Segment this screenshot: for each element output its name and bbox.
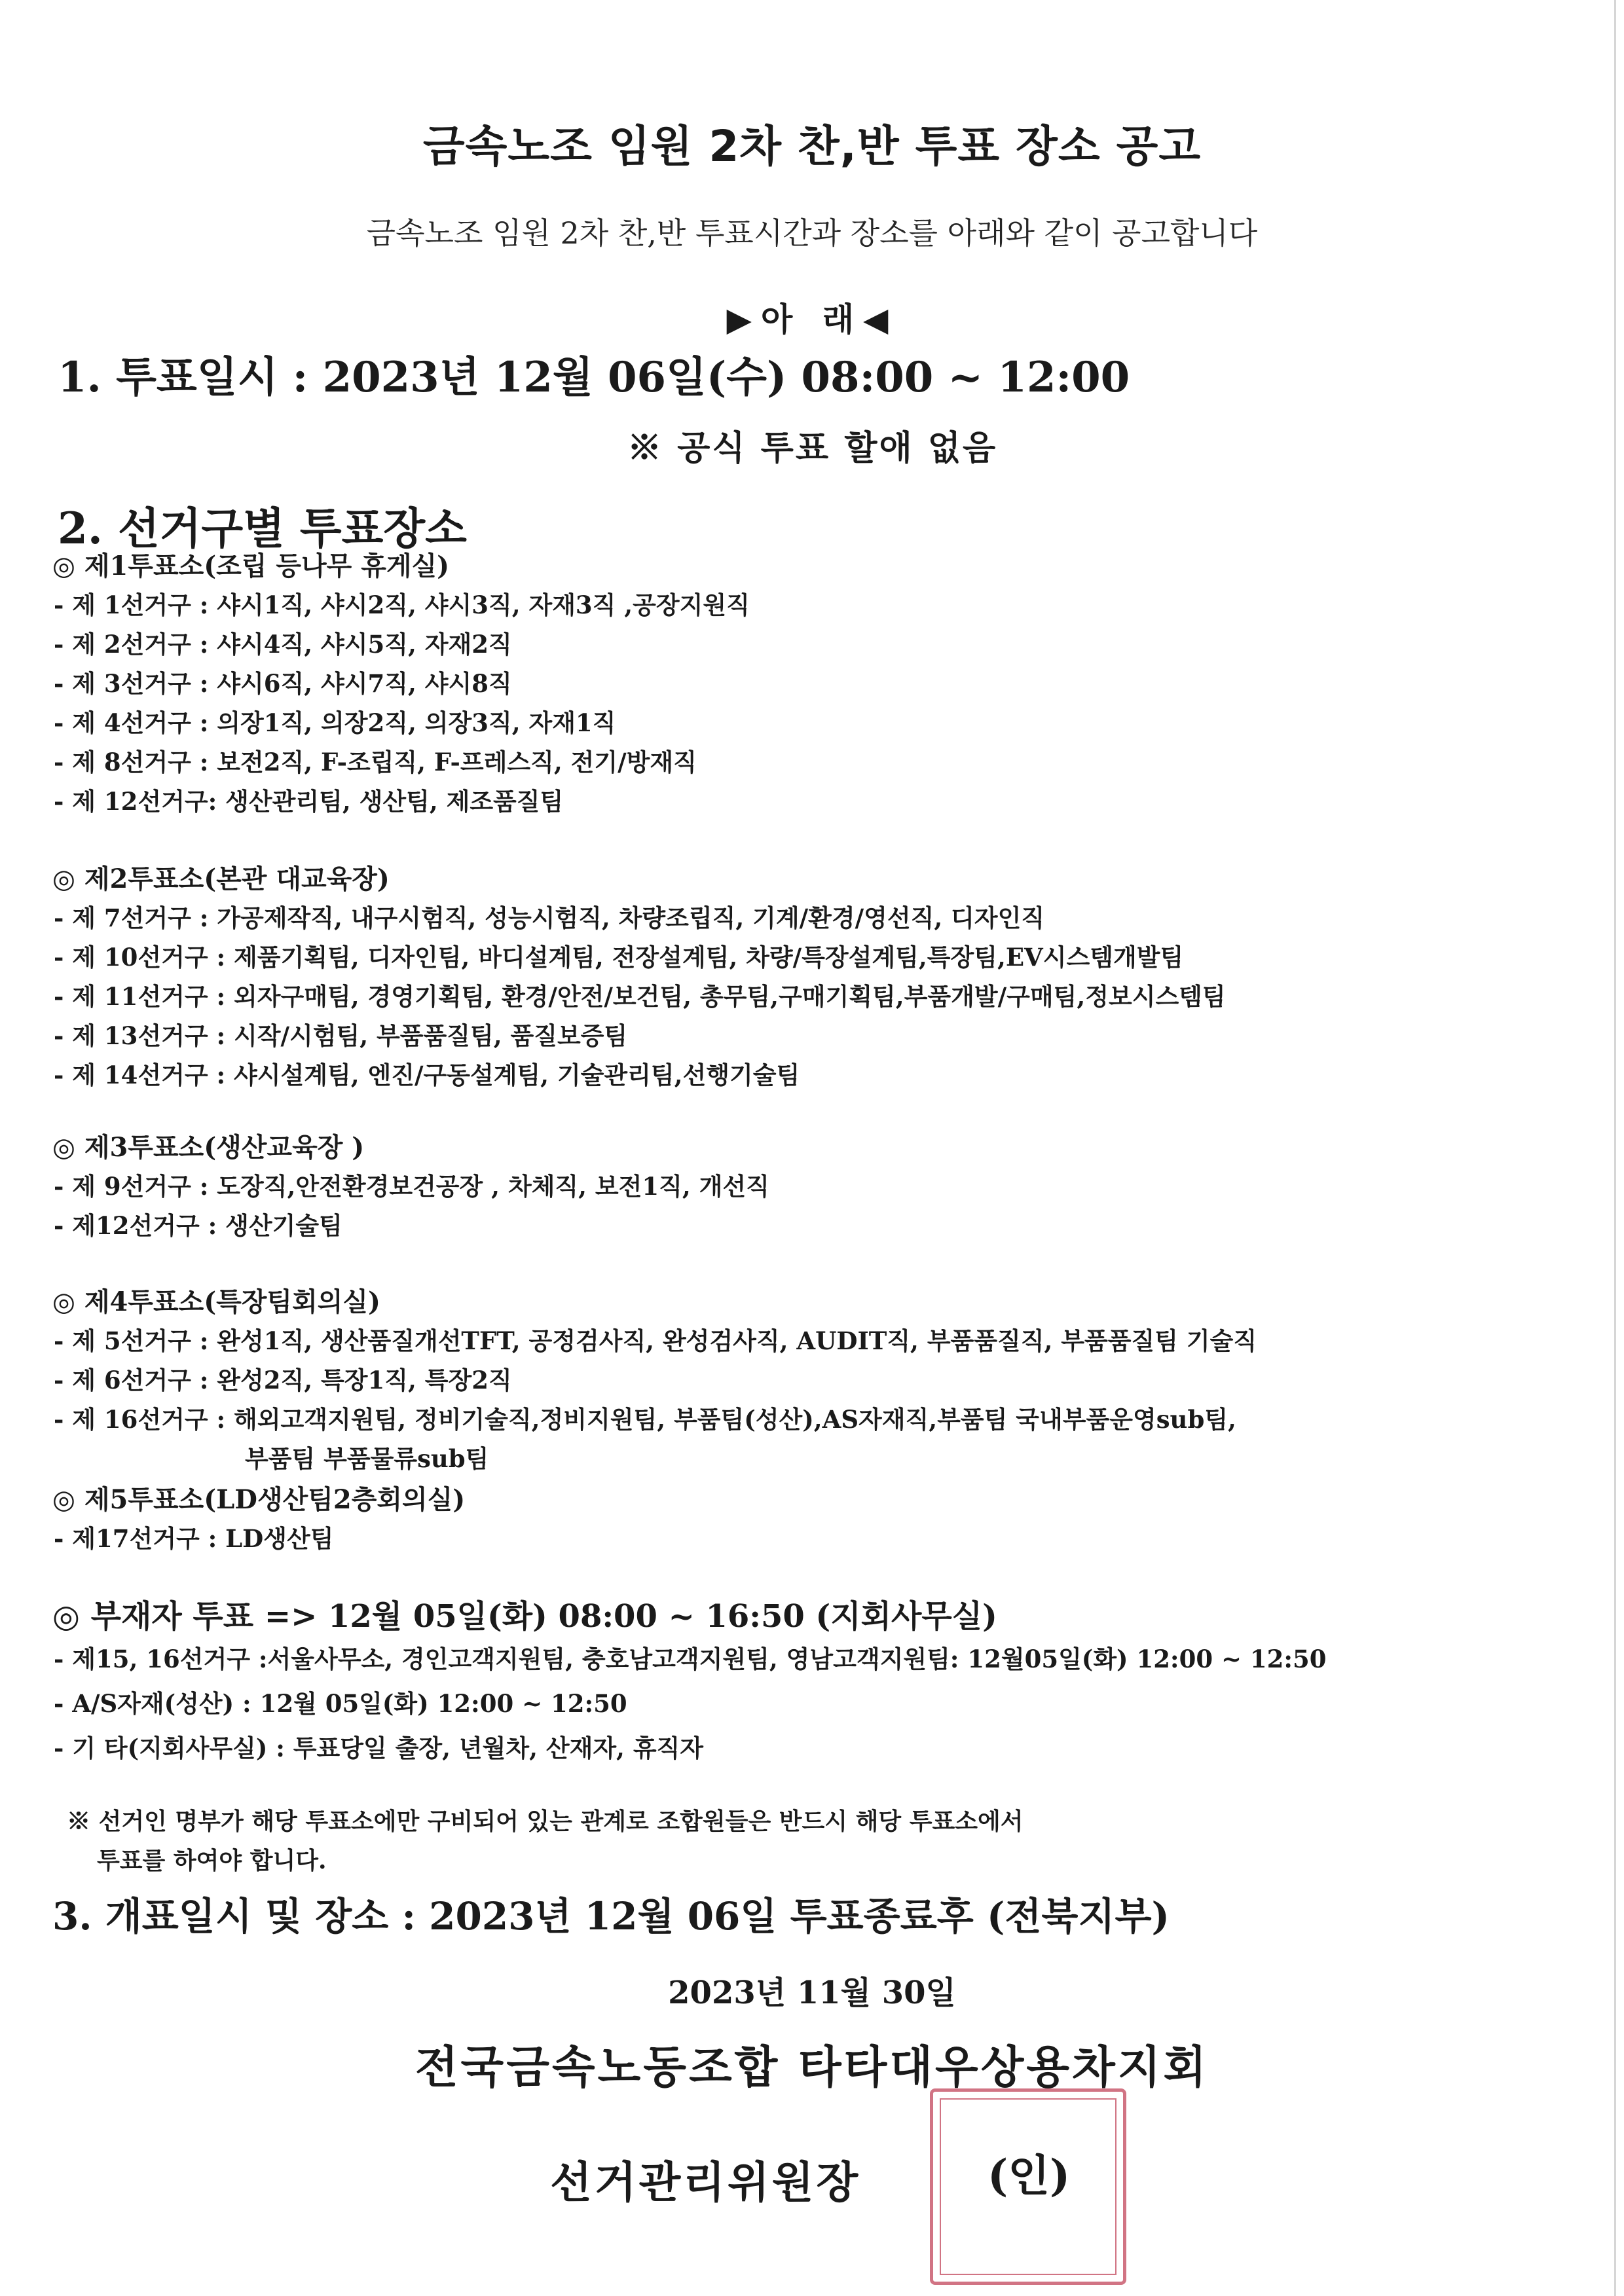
footnote-line-1: ※ 선거인 명부가 해당 투표소에만 구비되어 있는 관계로 조합원들은 반드시 해당 투표소에서 — [67, 1808, 1024, 1835]
section-2-heading: 2. 선거구별 투표장소 — [58, 503, 467, 554]
district-line: - 제 6선거구 : 완성2직, 특장1직, 특장2직 — [54, 1366, 512, 1394]
district-line: - 제 1선거구 : 샤시1직, 샤시2직, 샤시3직, 자재3직 ,공장지원직 — [54, 591, 750, 619]
district-line: - 제 13선거구 : 시작/시험팀, 부품품질팀, 품질보증팀 — [54, 1021, 628, 1050]
document-subtitle: 금속노조 임원 2차 찬,반 투표시간과 장소를 아래와 같이 공고합니다 — [366, 215, 1258, 251]
polling-station-4 — [52, 1283, 1559, 1478]
station-name: ◎ 제2투표소(본관 대교육장) — [52, 864, 390, 894]
scan-edge-line — [1614, 0, 1616, 2296]
section-1-note: ※ 공식 투표 할애 없음 — [627, 428, 998, 468]
footnote-line-2: 투표를 하여야 합니다. — [97, 1847, 327, 1874]
document-title: 금속노조 임원 2차 찬,반 투표 장소 공고 — [422, 121, 1202, 172]
notice-date: 2023년 11월 30일 — [668, 1975, 956, 2011]
section-3-heading: 3. 개표일시 및 장소 : 2023년 12월 06일 투표종료후 (전북지부) — [52, 1894, 1170, 1939]
district-line: - 제 11선거구 : 외자구매팀, 경영기획팀, 환경/안전/보건팀, 총무팀,구매기획팀,부품개발/구매팀,정보시스템팀 — [54, 982, 1226, 1011]
district-line: - 제 5선거구 : 완성1직, 생산품질개선TFT, 공정검사직, 완성검사직, AUDIT직, 부품품질직, 부품품질팀 기술직 — [54, 1326, 1257, 1355]
voter-roll-footnote — [67, 1802, 1442, 1880]
notice-header: ▶아 래◀ — [726, 300, 898, 338]
station-name: ◎ 제3투표소(생산교육장 ) — [52, 1132, 365, 1163]
district-line: - 제 14선거구 : 샤시설계팀, 엔진/구동설계팀, 기술관리팀,선행기술팀 — [54, 1061, 800, 1089]
absentee-item: - 기 타(지회사무실) : 투표당일 출장, 년월차, 산재자, 휴직자 — [54, 1734, 704, 1762]
district-line: - 제17선거구 : LD생산팀 — [54, 1524, 334, 1553]
district-line: - 제 4선거구 : 의장1직, 의장2직, 의장3직, 자재1직 — [54, 708, 616, 737]
absentee-item: - 제15, 16선거구 :서울사무소, 경인고객지원팀, 충호남고객지원팀, 영남고객지원팀: 12월05일(화) 12:00 ~ 12:50 — [54, 1645, 1327, 1673]
district-line-multi — [52, 1400, 1559, 1478]
absentee-voting-heading: ◎ 부재자 투표 => 12월 05일(화) 08:00 ~ 16:50 (지회사무실) — [52, 1598, 997, 1635]
district-line-first: - 제 16선거구 : 해외고객지원팀, 정비기술직,정비지원팀, 부품팀(성산),AS자재직,부품팀 국내부품운영sub팀, — [54, 1405, 1236, 1434]
district-line: - 제 7선거구 : 가공제작직, 내구시험직, 성능시험직, 차량조립직, 기계/환경/영선직, 디자인직 — [54, 903, 1045, 932]
district-line: - 제12선거구 : 생산기술팀 — [54, 1211, 342, 1240]
district-line: - 제 3선거구 : 샤시6직, 샤시7직, 샤시8직 — [54, 669, 512, 698]
station-name: ◎ 제4투표소(특장팀회의실) — [52, 1286, 380, 1317]
district-line: - 제 12선거구: 생산관리팀, 생산팀, 제조품질팀 — [54, 787, 564, 816]
polling-station-3 — [52, 1129, 1559, 1245]
polling-station-2 — [52, 860, 1559, 1095]
district-line: - 제 10선거구 : 제품기획팀, 디자인팀, 바디설계팀, 전장설계팀, 차량/특장설계팀,특장팀,EV시스템개발팀 — [54, 943, 1184, 972]
organization-name: 전국금속노동조합 타타대우상용차지회 — [415, 2041, 1209, 2094]
chair-title: 선거관리위원장 — [550, 2157, 861, 2208]
absentee-voting-list — [52, 1637, 1559, 1770]
district-line: - 제 9선거구 : 도장직,안전환경보건공장 , 차체직, 보전1직, 개선직 — [54, 1172, 769, 1201]
polling-station-5 — [52, 1481, 1559, 1558]
district-line-continued: 부품팀 부품물류sub팀 — [245, 1444, 489, 1473]
district-line: - 제 8선거구 : 보전2직, F-조립직, F-프레스직, 전기/방재직 — [54, 748, 697, 776]
section-1-heading: 1. 투표일시 : 2023년 12월 06일(수) 08:00 ~ 12:00 — [58, 353, 1130, 402]
station-name: ◎ 제5투표소(LD생산팀2층회의실) — [52, 1484, 466, 1515]
polling-station-1 — [52, 547, 1559, 821]
district-line: - 제 2선거구 : 샤시4직, 샤시5직, 자재2직 — [54, 630, 512, 659]
absentee-item: - A/S자재(성산) : 12월 05일(화) 12:00 ~ 12:50 — [54, 1689, 627, 1718]
station-name: ◎ 제1투표소(조립 등나무 휴게실) — [52, 551, 450, 581]
seal-mark: (인) — [987, 2150, 1071, 2201]
